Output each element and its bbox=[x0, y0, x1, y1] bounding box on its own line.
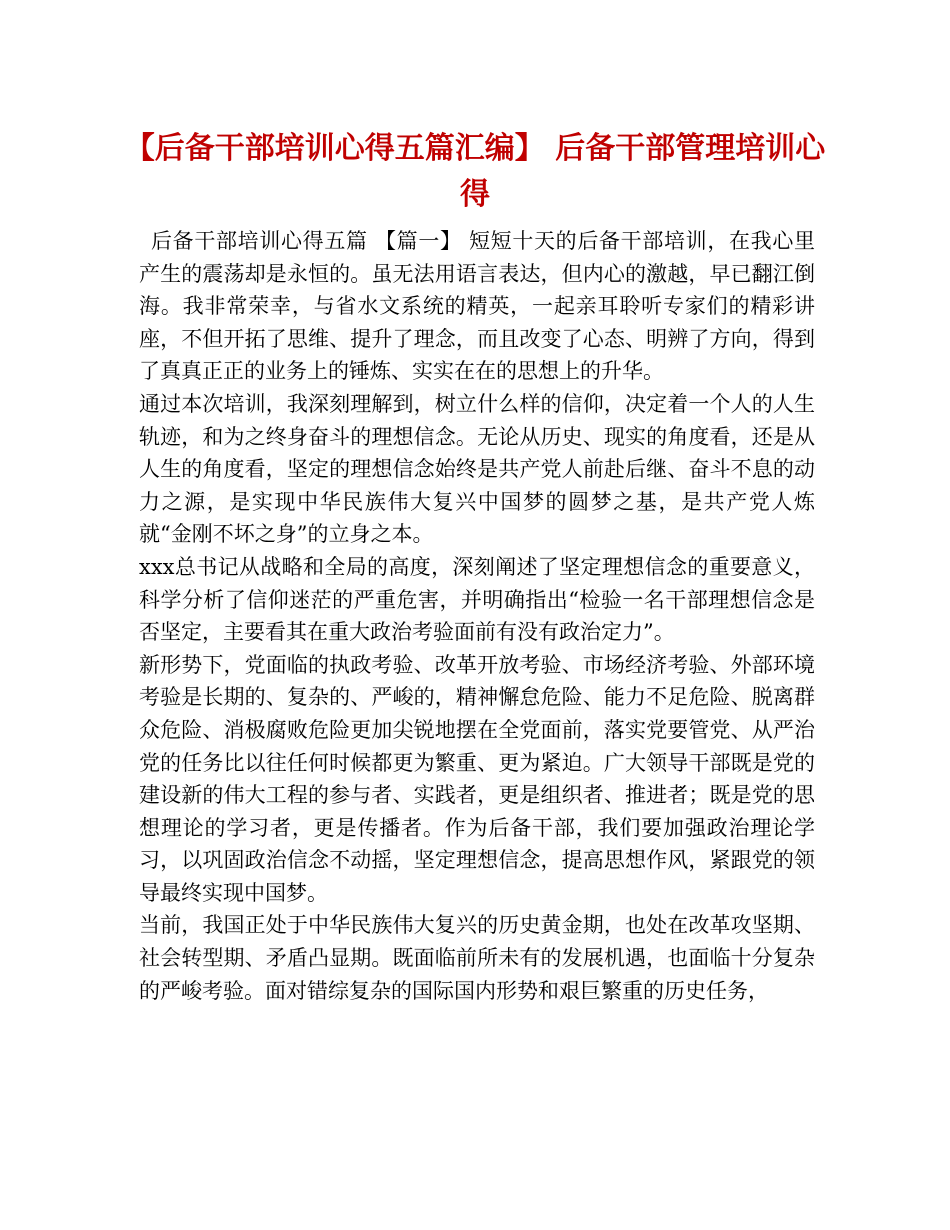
paragraph-2: 通过本次培训，我深刻理解到，树立什么样的信仰，决定着一个人的人生轨迹，和为之终身奋斗的理想信念。无论从历史、现实的角度看，还是从人生的角度看，坚定的理想信念始终是共产党人前赴后继、奋斗不息的动力之源，是实现中华民族伟大复兴中国梦的圆梦之基，是共产党人炼就“金刚不坏之身”的立身之本。 bbox=[139, 391, 815, 547]
paragraph-5: 当前，我国正处于中华民族伟大复兴的历史黄金期，也处在改革攻坚期、社会转型期、矛盾凸显期。既面临前所未有的发展机遇，也面临十分复杂的严峻考验。面对错综复杂的国际国内形势和艰巨繁重的历史任务， bbox=[139, 913, 815, 1003]
paragraph-1: 后备干部培训心得五篇 【篇一】 短短十天的后备干部培训，在我心里产生的震荡却是永恒的。虽无法用语言表达，但内心的激越，早已翻江倒海。我非常荣幸，与省水文系统的精英，一起亲耳聆听专家们的精彩讲座，不但开拓了思维、提升了理念，而且改变了心态、明辨了方向，得到了真真正正的业务上的锤炼、实实在在的思想上的升华。 bbox=[139, 229, 815, 384]
paragraph-3: xxx总书记从战略和全局的高度，深刻阐述了坚定理想信念的重要意义，科学分析了信仰迷茫的严重危害，并明确指出“检验一名干部理想信念是否坚定，主要看其在重大政治考验面前有没有政治定力”。 bbox=[139, 554, 815, 645]
paragraph-4: 新形势下，党面临的执政考验、改革开放考验、市场经济考验、外部环境考验是长期的、复杂的、严峻的，精神懈怠危险、能力不足危险、脱离群众危险、消极腐败危险更加尖锐地摆在全党面前，落实党要管党、从严治党的任务比以往任何时候都更为繁重、更为紧迫。广大领导干部既是党的建设新的伟大工程的参与者、实践者，更是组织者、推进者；既是党的思想理论的学习者，更是传播者。作为后备干部，我们要加强政治理论学习，以巩固政治信念不动摇，坚定理想信念，提高思想作风，紧跟党的领导最终实现中国梦。 bbox=[139, 652, 815, 905]
document-body bbox=[139, 225, 815, 1007]
document-title: 【后备干部培训心得五篇汇编】 后备干部管理培训心得 bbox=[124, 131, 826, 212]
